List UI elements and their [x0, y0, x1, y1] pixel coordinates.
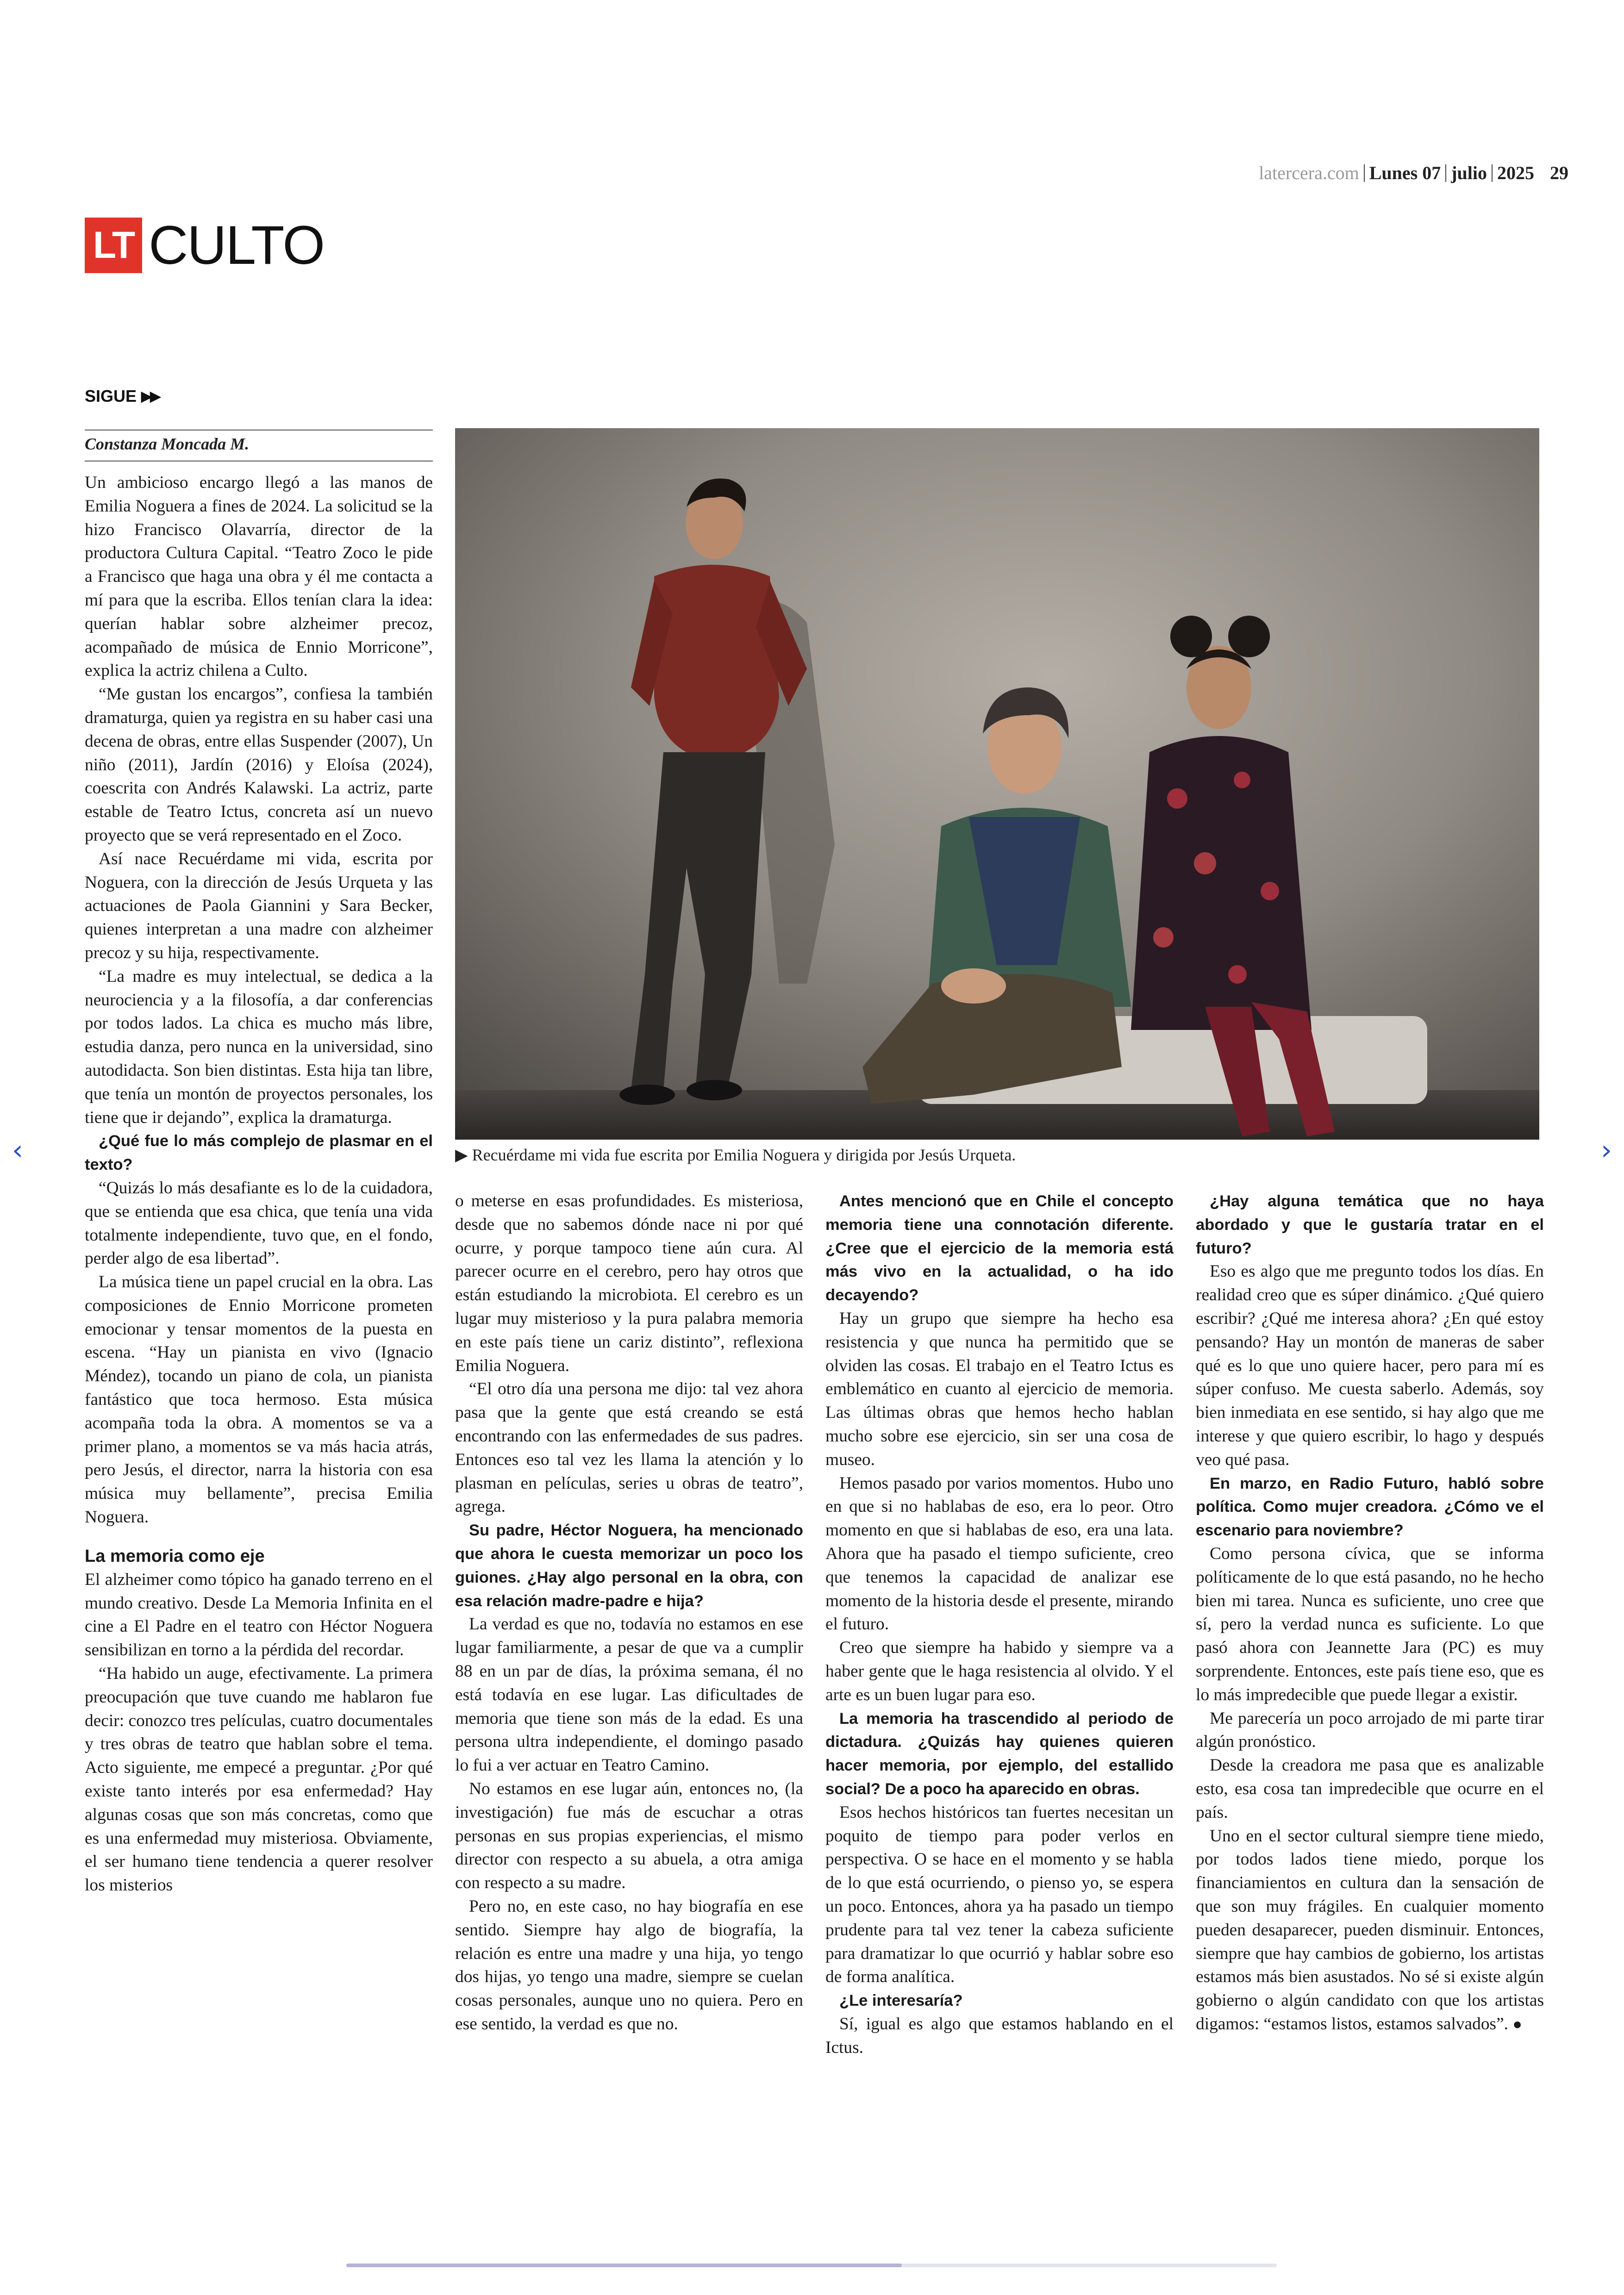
- paragraph: La música tiene un papel crucial en la obra. Las composiciones de Ennio Morricone prometen emocionar y tensar momentos de la puesta en escena. “Hay un pianista en vivo (Ignacio Méndez), tocando un piano de cola, un pianista fantástico que toca hermoso. Esta música acompaña toda la obra. A momentos se va a primer plano, a momentos se va más hacia atrás, pero Jesús, el director, narra la historia con esa música muy bellamente”, precisa Emilia Noguera.: [85, 1272, 433, 1527]
- interview-question: ¿Le interesaría?: [839, 1992, 963, 2010]
- paragraph: Como persona cívica, que se informa políticamente de lo que está pasando, no he hecho bien mi tarea. Nunca es suficiente, uno cree que sí, pero la verdad nunca es suficiente. Lo que pasó ahora con Jeannette Jara (PC) es muy sorprendente. Entonces, este país tiene eso, que es lo más impredecible que puede llegar a existir.: [1196, 1544, 1544, 1704]
- kicker: [85, 387, 159, 406]
- page-folio: [1259, 162, 1568, 184]
- interview-question: ¿Qué fue lo más complejo de plasmar en el texto?: [85, 1132, 433, 1174]
- paragraph: Así nace Recuérdame mi vida, escrita por Noguera, con la dirección de Jesús Urqueta y las actuaciones de Paola Giannini y Sara Becker, quienes interpretan a una madre con alzheimer precoz y su hija, respectivamente.: [85, 849, 433, 962]
- paragraph: Pero no, en este caso, no hay biografía en ese sentido. Siempre hay algo de biografía, la relación es entre una madre y una hija, yo tengo dos hijas, yo tengo una madre, siempre se cuelan cosas personales, aunque uno no quiera. Pero en ese sentido, la verdad es que no.: [455, 1896, 803, 2033]
- paragraph: [1196, 1825, 1544, 2037]
- site-name: latercera.com: [1259, 162, 1359, 183]
- folio-divider: [1364, 164, 1365, 182]
- paragraph: Sí, igual es algo que estamos hablando en el Ictus.: [825, 2014, 1174, 2057]
- interview-question: Antes mencionó que en Chile el concepto memoria tiene una connotación diferente. ¿Cree que el ejercicio de la memoria está más vivo en la actualidad, o ha ido decayendo?: [825, 1192, 1174, 1304]
- paragraph: “Quizás lo más desafiante es lo de la cuidadora, que se entienda que esa chica, que tenía una vida totalmente independiente, tuvo que, en el fondo, perder algo de esa libertad”.: [85, 1178, 433, 1268]
- interview-question: Su padre, Héctor Noguera, ha mencionado que ahora le cuesta memorizar un poco los guiones. ¿Hay algo personal en la obra, con esa relación madre-padre e hija?: [455, 1522, 803, 1610]
- paragraph: “La madre es muy intelectual, se dedica a la neurociencia y a la filosofía, a dar conferencias por todos lados. La chica es mucho más libre, estudia danza, pero nunca en la universidad, sino autodidacta. Son bien distintas. Esta hija tan libre, que tenía un montón de proyectos personales, los tiene que ir dejando”, explica la dramaturga.: [85, 967, 433, 1127]
- interview-question: La memoria ha trascendido al periodo de dictadura. ¿Quizás hay quienes quieren hacer memoria, por ejemplo, del estallido social? De a poco ha aparecido en obras.: [825, 1709, 1174, 1798]
- scrollbar-thumb[interactable]: [346, 2264, 902, 2267]
- folio-divider: [1445, 164, 1446, 182]
- paragraph: La verdad es que no, todavía no estamos en ese lugar familiarmente, a pesar de que va a cumplir 88 en un par de días, la próxima semana, él no está todavía en ese lugar. Las dificultades de memoria que tiene son más de la edad. Es una persona ultra independiente, el domingo pasado lo fui a ver actuar en Teatro Camino.: [455, 1615, 803, 1775]
- paragraph: “Me gustan los encargos”, confiesa la también dramaturga, quien ya registra en su haber casi una decena de obras, entre ellas Suspender (2007), Un niño (2011), Jardín (2016) y Eloísa (2024), coescrita con Andrés Kalawski. La actriz, parte estable de Teatro Ictus, concreta así un nuevo proyecto que se verá representado en el Zoco.: [85, 685, 433, 845]
- logo-name: CULTO: [149, 215, 325, 276]
- kicker-arrows-icon: ▶▶: [141, 389, 159, 404]
- folio-month: julio: [1451, 162, 1487, 183]
- byline: Constanza Moncada M.: [85, 435, 250, 453]
- subheading: La memoria como eje: [85, 1546, 265, 1566]
- logo-mark: LT: [85, 218, 142, 273]
- photo-caption: ▶ Recuérdame mi vida fue escrita por Emilia Noguera y dirigida por Jesús Urqueta.: [455, 1146, 1016, 1164]
- article-column-4: [1196, 1190, 1544, 2037]
- paragraph: Hemos pasado por varios momentos. Hubo uno en que si no hablabas de eso, era lo peor. Otro momento en que si hablabas de eso, era una lata. Ahora que ha pasado el tiempo suficiente, creo que tenemos la capacidad de analizar ese momento de la historia desde el presente, mirando el futuro.: [825, 1473, 1174, 1634]
- kicker-label: SIGUE: [85, 387, 137, 405]
- folio-divider: [1492, 164, 1493, 182]
- section-logo: [85, 215, 325, 276]
- end-mark-icon: ●: [1512, 2015, 1522, 2033]
- page-number: 29: [1550, 162, 1568, 183]
- folio-day: Lunes 07: [1369, 162, 1441, 183]
- article-column-3: [825, 1190, 1174, 2059]
- paragraph: o meterse en esas profundidades. Es misteriosa, desde que no sabemos dónde nace ni por qué ocurre, y porque tampoco tiene aún cura. Al parecer ocurre en el cerebro, pero hay otros que están estudiando la microbiota. El cerebro es un lugar muy misterioso y la pura palabra memoria en este país tiene un cariz distinto”, reflexiona Emilia Noguera.: [455, 1191, 803, 1375]
- paragraph: El alzheimer como tópico ha ganado terreno en el mundo creativo. Desde La Memoria Infinita en el cine a El Padre en el teatro con Héctor Noguera sensibilizan en torno a la pérdida del recordar.: [85, 1570, 433, 1660]
- paragraph: Me parecería un poco arrojado de mi parte tirar algún pronóstico.: [1196, 1709, 1544, 1752]
- paragraph: “Ha habido un auge, efectivamente. La primera preocupación que tuve cuando me hablaron fue decir: conozco tres películas, cuatro documentales y tres obras de teatro que hablan sobre el tema. Acto siguiente, me empecé a preguntar. ¿Por qué existe tanto interés por esa enfermedad? Hay algunas cosas que son más concretas, como que es una enfermedad muy misteriosa. Obviamente, el ser humano tiene tendencia a querer resolver los misterios: [85, 1664, 433, 1895]
- chevron-right-icon[interactable]: ›: [1601, 1134, 1612, 1166]
- paragraph: “El otro día una persona me dijo: tal vez ahora pasa que la gente que está creando se está encontrando con las enfermedades de sus padres. Entonces eso tal vez les llama la atención y lo plasman en películas, series u obras de teatro”, agrega.: [455, 1379, 803, 1516]
- interview-question: En marzo, en Radio Futuro, habló sobre política. Como mujer creadora. ¿Cómo ve el escenario para noviembre?: [1196, 1474, 1544, 1540]
- article-column-1: [85, 471, 433, 1897]
- article-column-2: [455, 1190, 803, 2036]
- paragraph: Eso es algo que me pregunto todos los días. En realidad creo que es súper dinámico. ¿Qué quiero escribir? ¿Qué me interesa ahora? ¿En qué estoy pensando? Hay un montón de maneras de saber qué es lo que uno quiere hacer, pero para mí es súper confuso. Me cuesta saberlo. Además, soy bien inmediata en ese sentido, si hay algo que me interese y que quiero escribir, lo hago y después veo qué pasa.: [1196, 1262, 1544, 1469]
- folio-year: 2025: [1497, 162, 1534, 183]
- paragraph: Desde la creadora me pasa que es analizable esto, esa cosa tan impredecible que ocurre en el país.: [1196, 1756, 1544, 1822]
- paragraph: Un ambicioso encargo llegó a las manos de Emilia Noguera a fines de 2024. La solicitud se la hizo Francisco Olavarría, director de la productora Cultura Capital. “Teatro Zoco le pide a Francisco que haga una obra y él me contacta a mí para que la escriba. Ellos tenían clara la idea: querían hablar sobre alzheimer precoz, acompañado de música de Ennio Morricone”, explica la actriz chilena a Culto.: [85, 473, 433, 680]
- paragraph: Esos hechos históricos tan fuertes necesitan un poquito de tiempo para poder verlos en perspectiva. O se hace en el momento y se habla de lo que está ocurriendo, o pienso yo, se espera un poco. Entonces, ahora ya ha pasado un tiempo prudente para tal vez tener la cabeza suficiente para dramatizar lo que ocurrió y hablar sobre eso de forma analítica.: [825, 1802, 1174, 1987]
- paragraph: No estamos en ese lugar aún, entonces no, (la investigación) fue más de escuchar a otras personas en sus propias experiencias, el mismo director con respecto a su abuela, a otra amiga con respecto a su madre.: [455, 1779, 803, 1893]
- paragraph-text: Uno en el sector cultural siempre tiene miedo, por todos lados tiene miedo, porque los financiamientos en cultura dan la sensación de que son muy frágiles. En cualquier momento pueden desaparecer, pueden disminuir. Entonces, siempre que hay cambios de gobierno, los artistas estamos más bien asustados. No sé si existe algún gobierno o algún candidato con que los artistas digamos: “estamos listos, estamos salvados”.: [1196, 1826, 1544, 2033]
- article-photo: [455, 428, 1539, 1140]
- interview-question: ¿Hay alguna temática que no haya abordado y que le gustaría tratar en el futuro?: [1196, 1192, 1544, 1257]
- paragraph: Hay un grupo que siempre ha hecho esa resistencia y que nunca ha permitido que se olviden las cosas. El trabajo en el Teatro Ictus es emblemático en cuanto al ejercicio de memoria. Las últimas obras que hemos hecho hablan mucho sobre ese ejercicio, sin ser una cosa de museo.: [825, 1309, 1174, 1469]
- photo-illustration: [455, 428, 1539, 1140]
- paragraph: Creo que siempre ha habido y siempre va a haber gente que le haga resistencia al olvido. Y el arte es un buen lugar para eso.: [825, 1638, 1174, 1704]
- chevron-left-icon[interactable]: ‹: [12, 1134, 23, 1166]
